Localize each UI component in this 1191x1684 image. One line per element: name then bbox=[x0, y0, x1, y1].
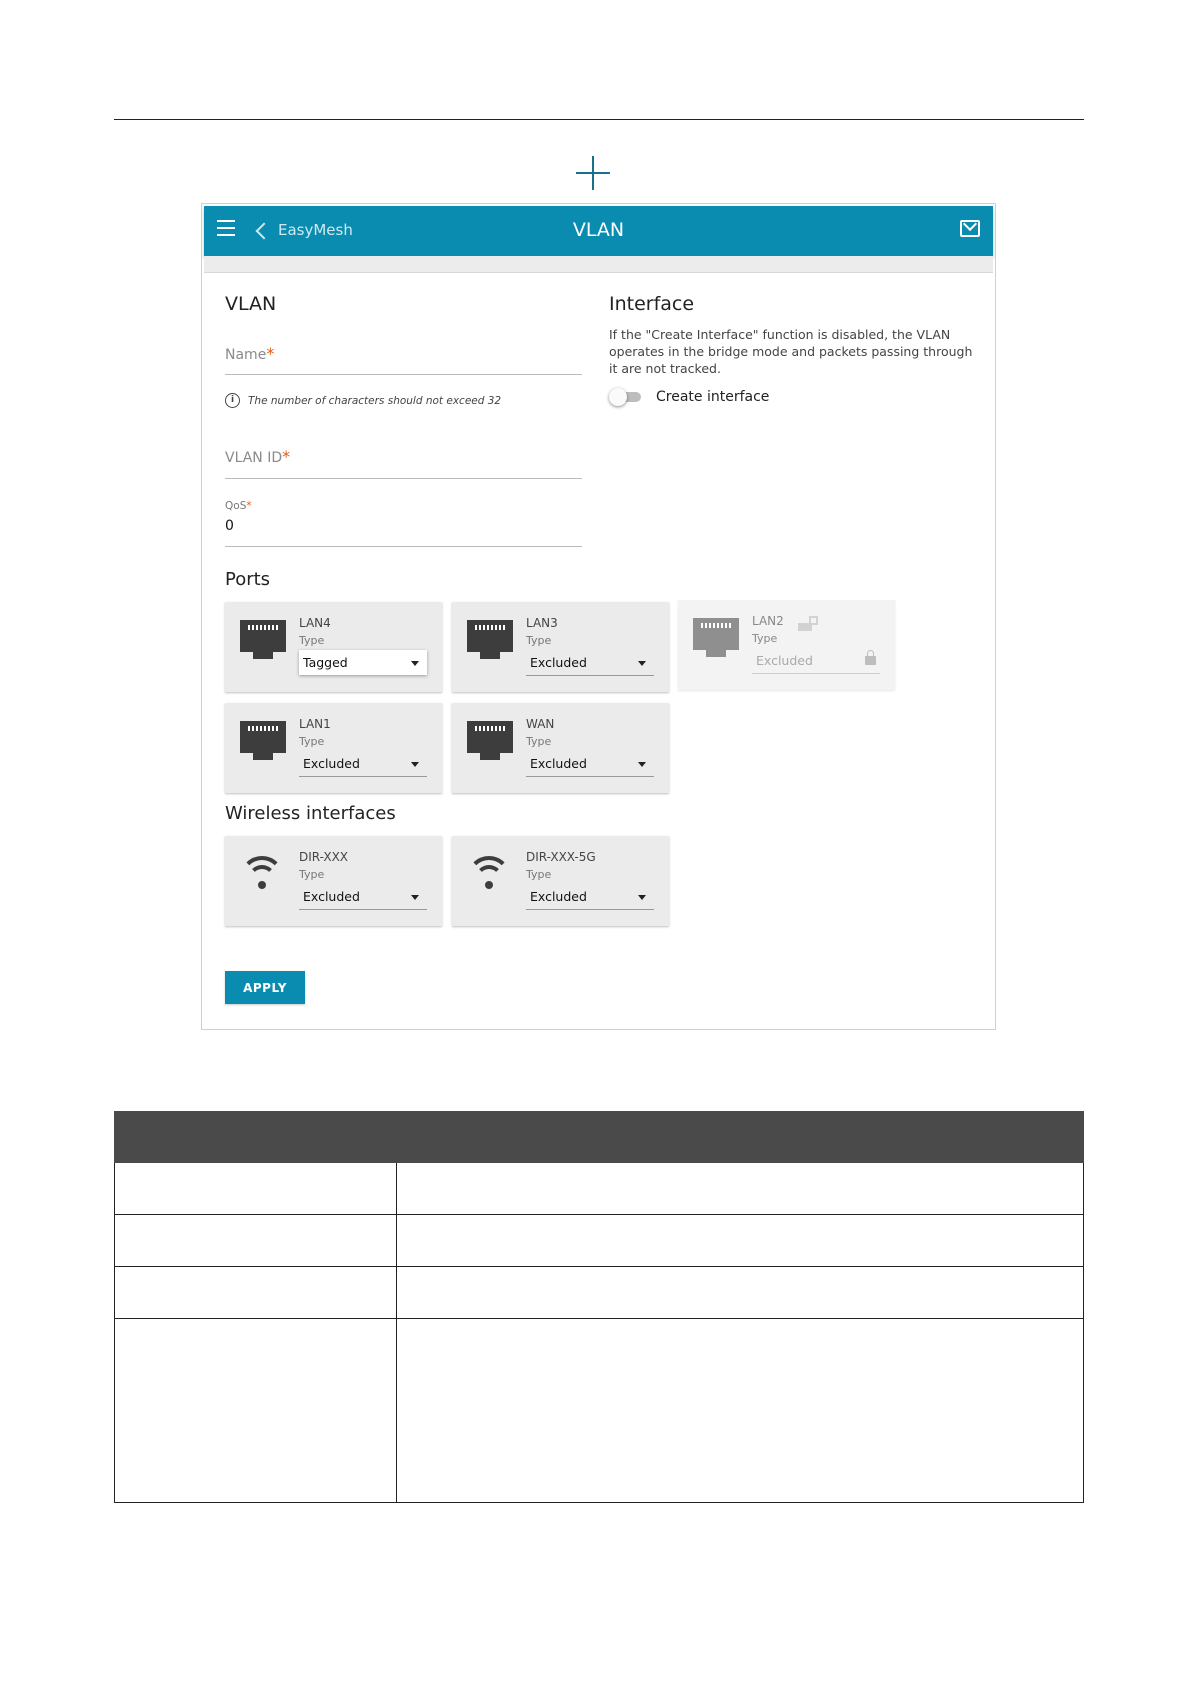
ethernet-port-icon bbox=[693, 618, 739, 658]
port-type-label: Type bbox=[526, 634, 552, 647]
caret-down-icon bbox=[638, 895, 646, 900]
ethernet-port-icon bbox=[240, 620, 286, 660]
network-icon bbox=[798, 616, 820, 632]
caret-down-icon bbox=[411, 895, 419, 900]
table-row bbox=[114, 1267, 1084, 1319]
vlan-heading: VLAN bbox=[225, 293, 277, 315]
table-row bbox=[114, 1319, 1084, 1503]
required-mark: * bbox=[266, 344, 275, 363]
sub-bar bbox=[204, 256, 993, 273]
port-card-lan2 bbox=[678, 600, 895, 690]
wireless-type-label: Type bbox=[299, 868, 325, 881]
vlan-id-placeholder: VLAN ID bbox=[225, 450, 283, 466]
port-name: LAN3 bbox=[526, 616, 558, 630]
wireless-card-dir-xxx bbox=[225, 836, 442, 926]
port-type-select[interactable] bbox=[299, 650, 427, 675]
create-interface-toggle[interactable] bbox=[609, 388, 643, 406]
back-link-label: EasyMesh bbox=[278, 221, 353, 239]
port-card-lan1 bbox=[225, 703, 442, 793]
ethernet-port-icon bbox=[467, 721, 513, 761]
wireless-card-dir-xxx-5g bbox=[452, 836, 669, 926]
info-icon: i bbox=[225, 393, 240, 408]
port-type-label: Type bbox=[526, 735, 552, 748]
port-name: LAN2 bbox=[752, 614, 784, 628]
port-type-label: Type bbox=[299, 735, 325, 748]
plus-icon bbox=[576, 156, 610, 190]
caret-down-icon bbox=[411, 661, 419, 666]
table-row bbox=[114, 1163, 1084, 1215]
qos-label: QoS bbox=[225, 500, 247, 512]
wireless-type-label: Type bbox=[526, 868, 552, 881]
ports-heading: Ports bbox=[225, 569, 271, 590]
table-header bbox=[114, 1111, 1084, 1163]
create-interface-label: Create interface bbox=[656, 389, 770, 405]
vlan-screenshot bbox=[201, 203, 996, 1030]
name-hint-text: The number of characters should not exceed 32 bbox=[248, 394, 502, 407]
interface-heading: Interface bbox=[609, 293, 695, 315]
name-field[interactable] bbox=[225, 344, 582, 375]
wireless-type-value: Excluded bbox=[303, 889, 360, 904]
port-type-value: Tagged bbox=[303, 655, 348, 670]
qos-field[interactable] bbox=[225, 500, 582, 547]
vlan-id-field[interactable] bbox=[225, 447, 582, 479]
qos-value: 0 bbox=[225, 518, 234, 534]
caret-down-icon bbox=[411, 762, 419, 767]
port-type-value: Excluded bbox=[303, 756, 360, 771]
port-type-label: Type bbox=[752, 632, 778, 645]
mail-icon[interactable] bbox=[960, 220, 980, 237]
port-type-label: Type bbox=[299, 634, 325, 647]
page-title: VLAN bbox=[572, 219, 625, 241]
wifi-icon bbox=[466, 856, 512, 894]
port-name: LAN4 bbox=[299, 616, 331, 630]
port-type-select[interactable] bbox=[299, 751, 427, 777]
port-type-value: Excluded bbox=[530, 655, 587, 670]
caret-down-icon bbox=[638, 762, 646, 767]
wireless-type-select[interactable] bbox=[526, 884, 654, 910]
apply-button[interactable]: APPLY bbox=[225, 971, 305, 1004]
wireless-type-select[interactable] bbox=[299, 884, 427, 910]
port-name: WAN bbox=[526, 717, 555, 731]
page-top-rule bbox=[114, 119, 1084, 120]
port-name: LAN1 bbox=[299, 717, 331, 731]
port-type-value: Excluded bbox=[756, 653, 813, 668]
port-type-select[interactable] bbox=[526, 650, 654, 676]
port-card-lan3 bbox=[452, 602, 669, 692]
required-mark: * bbox=[282, 447, 291, 466]
port-type-select bbox=[752, 648, 880, 674]
port-type-value: Excluded bbox=[530, 756, 587, 771]
wireless-name: DIR-XXX-5G bbox=[526, 850, 596, 864]
table-row bbox=[114, 1215, 1084, 1267]
port-card-wan bbox=[452, 703, 669, 793]
ethernet-port-icon bbox=[467, 620, 513, 660]
lock-icon bbox=[865, 656, 876, 665]
wifi-icon bbox=[239, 856, 285, 894]
interface-description: If the "Create Interface" function is disabled, the VLAN operates in the bridge mode and packets passing through it are not tracked. bbox=[609, 327, 973, 376]
port-type-select[interactable] bbox=[526, 751, 654, 777]
parameter-table bbox=[114, 1111, 1084, 1503]
name-placeholder: Name bbox=[225, 347, 267, 363]
ethernet-port-icon bbox=[240, 721, 286, 761]
name-hint bbox=[225, 393, 501, 408]
wireless-heading: Wireless interfaces bbox=[225, 803, 396, 824]
required-mark: * bbox=[246, 500, 252, 512]
caret-down-icon bbox=[638, 661, 646, 666]
wireless-name: DIR-XXX bbox=[299, 850, 349, 864]
wireless-type-value: Excluded bbox=[530, 889, 587, 904]
port-card-lan4 bbox=[225, 602, 442, 692]
top-bar bbox=[204, 206, 993, 256]
